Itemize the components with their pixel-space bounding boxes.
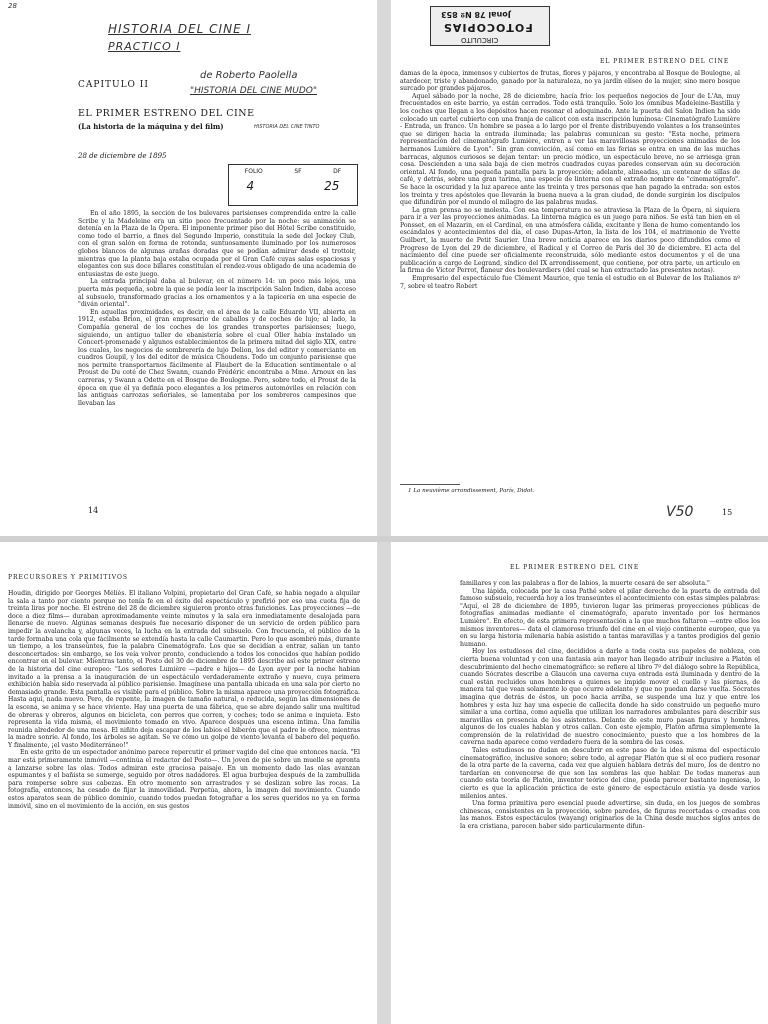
stamp-line-3: CIRCULITO bbox=[461, 36, 499, 44]
folio-value: 4 bbox=[246, 179, 255, 193]
paragraph: La gran prensa no se molesta. Con esa temperatura no se atraviesa la Plaza de la Ópera, ni siquiera para ir a ver las proyecciones animadas. La linterna mágica es un juego para niños. Se está tan bien en el Ponsset, en el Mazarin, en el Cardinal, en una atmósfera cálida, excitante y llena de humo comentando los escándalos y acontecimientos del día, el caso Dupas-Arton, la lista de los 104, el matrimonio de Yvette Guilbert, la muerte de Petit Saurier. Una breve noticia aparece en los diarios poco difundidos como el Progreso de Lyon del 29 de diciembre, el Radical y el Correo de París del 30 de diciembre. El acta del nacimiento del cine puede ser oficialmente reconstruida, sólo mediante estos documentos y el de una publicación a cargo de Legrand, sindico del IX arrondissement, que contiene, por otra parte, un artículo en la firma de Víctor Perrot, flaneur des boulevardiers (del cual se han extractado las presentes notas). bbox=[400, 206, 740, 275]
stamp-line-2: FOTOCOPIAS bbox=[443, 21, 533, 34]
page-15-body bbox=[400, 70, 740, 478]
handwritten-margin-note: HISTORIA DEL CINE TINTO bbox=[254, 124, 320, 130]
chapter-title: EL PRIMER ESTRENO DEL CINE bbox=[78, 108, 255, 119]
paragraph: Tales estudiosos no dudan en descubrir en este paso de la idea misma del espectáculo cinematográfico, inclusive sonoro; sobre todo, al agregar Platón que si el eco pudiera resonar de la otra parte de la caverna, cada vez que alguien hablara detrás del muro, los de dentro no tardarían en convencerse de que son las sombras las que hablar. De todas maneras aun cuando esta teoría de Platón, inventor teórico del cine, pueda parecer bastante ingeniosa, lo cierto es que la aplicación práctica de este género de espectáculo existía ya desde varios milenios antes. bbox=[460, 747, 760, 800]
photocopy-stamp bbox=[430, 6, 550, 46]
page-14 bbox=[0, 0, 384, 540]
page-14-body bbox=[78, 210, 356, 502]
handwritten-course-title: HISTORIA DEL CINE I bbox=[108, 22, 252, 36]
paragraph: Houdin, dirigido por Georges Méliès. El italiano Volpini, propietario del Gran Café, se había negado a alquilar la sala a tanto por ciento porque no tenía fe en el éxito del espectáculo y prefirió por eso una cuota fija de treinta liras por noche. El estreno del 28 de diciembre siguieron pronto otras funciones. Las proyecciones —de doce a diez films— duraban aproximadamente veinte minutos y la sala era inmediatamente desalojada para llenarse de nuevo. Algunas semanas después fue necesario disponer de un servicio de orden público para impedir la avalancha y, algunas veces, la lucha en la entrada del subsuelo. Con frecuencia, el público de la tarde formaba una cola que fácilmente se extendía hasta la calle Caumartin. Pero lo que asombró más, durante un tiempo, a los transeúntes, fue la palabra Cinematógrafo. Los que se decidían a entrar, salían un tanto desconcertados: sin embargo, se los veía volver pronto, conduciendo a todos los conocidos que habían podido encontrar en el bulevar. Mientras tanto, el Posto del 30 de diciembre de 1895 describe así este primer estreno de la historia del cine europeo: "Los señores Lumière —padre e hijos— de Lyon ayer por la noche habían invitado a la prensa a la inauguración de un espectáculo verdaderamente extraño y nuevo, cuya primera exhibición había sido reservada al público parisiense. Imagínese una pantalla ubicada en una sala por cierto no demasiado grande. Esta pantalla es visible para el público. Sobre la misma aparece una proyección fotográfica. Hasta aquí, nada nuevo. Pero, de repente, la imagen de tamaño natural, o reducida, según las dimensiones de la escena, se anima y se hace viviente. Hay una puerta de una fábrica, que se abre dejando salir una multitud de obreras y obreros, algunos en bicicleta, con perros que corren, y coches; todo se anima e inquieta. Esto representa la vida misma, el movimiento tomado en vivo. Aparece después una escena íntima. Una familia reunida alrededor de una mesa. El niñito deja escapar de los labios el biberón que el padre le ofrece, mientras la madre sonríe. Al fondo, los árboles se agitan. Se ve cómo un golpe de viento levanta el babero del pequeño. Y finalmente, ¡el vasto Mediterráneo!" bbox=[8, 590, 360, 749]
page-number: 15 bbox=[722, 508, 733, 517]
footnote: 1 La neuvième arrondissement, París, Didot. bbox=[408, 488, 535, 494]
df-label: DF bbox=[333, 168, 342, 175]
corner-mark: 28 bbox=[8, 2, 17, 10]
paragraph: Empresario del espectáculo fue Clément Maurice, que tenía el estudio en el Bulevar de los Italianos nº 7, sobre el teatro Robert bbox=[400, 275, 740, 290]
folio-label: FOLIO bbox=[244, 168, 263, 175]
page-17 bbox=[384, 540, 768, 1024]
paragraph: Aquel sábado por la noche, 28 de diciembre, hacía frío: los pequeños negocios de Jour de L'An, muy frecuentados en este barrio, ya están cerrados. Todo está tranquilo. Solo los ómnibus Madeleine-Bastilla y los coches que llegan a los depósitos hacen resonar el adoquinado. Ante la puerta del Salon Indien ha sido colocado un cartel cubierto con una franja de calicot con esta inscripción luminosa: Cinematógrafo Lumière - Entrada, un franco. Un hombre se pasea a lo largo por el frente distribuyendo volantes a los transeúntes que se dirigen hacia la entrada iluminada; las palabras comunican su gesto: "Esta noche, primera representación del cinematógrafo Lumière, entren a ver las maravillosas proyecciones animadas de los hermanos Lumière de Lyon". Sin gran convicción, así como en las ferias se entra en una de las muchas barracas, algunos curiosos se dejan tentar: un precio módico, un espectáculo breve, no se arriesga gran cosa. Descienden a una sala baja de cien metros cuadrados cuyas paredes conservan aún su decoración oriental. Al fondo, una pequeña pantalla para la proyección; adelante, alineadas, un centenar de sillas de café, y detrás, sobre una gran tarima, una especie de linterna con el extraño nombre de "cinematógrafo". Se hace la oscuridad y la luz aparece ante las treinta y tres personas que han pagado la entrada: son estos los treinta y tres apóstoles que llevarán la buena nueva a la gran ciudad, de donde surgirán los discípulos que difundirán por el mundo el milagro de las palabras mudas. bbox=[400, 92, 740, 207]
running-head: EL PRIMER ESTRENO DEL CINE bbox=[600, 58, 730, 65]
paragraph: familiares y con las palabras a flor de labios, la muerte cesará de ser absoluta." bbox=[460, 580, 710, 587]
stamp-line-1: Jonal 78 Nº 853 bbox=[441, 10, 511, 19]
page-16-body bbox=[8, 590, 360, 1020]
paragraph: damas de la época, inmensos y cubiertos de frutas, flores y pájaros, y encontraba al Bosque de Boulogne, al atardecer, triste y abandonado, ganado por la naturaleza, no ya jardín elíseo de la mujer, sino mero bosque surcado por grandes pájaros. bbox=[400, 70, 740, 93]
page-17-body bbox=[460, 580, 760, 1020]
sf-label: SF bbox=[294, 168, 302, 175]
handwritten-page-mark: V50 bbox=[666, 504, 694, 520]
footnote-rule bbox=[400, 484, 460, 485]
handwritten-book-title: "HISTORIA DEL CINE MUDO" bbox=[190, 86, 317, 96]
handwritten-author: de Roberto Paolella bbox=[200, 70, 298, 81]
paragraph: En aquellas proximidades, es decir, en el área de la calle Eduardo VII, abierta en 1912, estaba Brion, el gran empresario de caballos y de coches de lujo; al lado, la Compañía general de los coches de los grandes transportes parisienses; luego, siguiendo, un antiguo taller de ebanistería sobre el cual Oller había instalado un Concert-promenade y algunos establecimientos de la primera mitad del siglo XIX, entre los cuales, los negocios de sombrerería de lujo Delion, los del editor y comerciante en cuadros Goupil, y los del editor de música Choudens. Todo un conjunto parisiense que nos permite transportarnos fácilmente al Flaubert de la Education sentimentale o al Proust de Du coté de Chez Swann, cuando Frédéric encontraba a Mme. Arnoux en las carreras, y Swann a Odette en el Bosque de Boulogne. Pero, sobre todo, el Proust de la época en que él ya definía poco elegantes a los primeros automóviles en relación con las antiguas carrozas señoriales, se lamentaba por los sombreros campesinos que llevaban las bbox=[78, 308, 356, 407]
page-16 bbox=[0, 540, 384, 1024]
paragraph: Una forma primitiva pero esencial puede advertirse, sin duda, en los juegos de sombras chinescas, consistentes en la proyección, sobre paredes, de figuras recortadas o creadas con las manos. Estos espectáculos (wayang) originarios de la China desde muchos siglos antes de la era cristiana, parecen haber sido particularmente difun- bbox=[460, 800, 760, 830]
chapter-date: 28 de diciembre de 1895 bbox=[78, 152, 167, 160]
page-number: 14 bbox=[88, 506, 99, 515]
df-value: 25 bbox=[324, 179, 340, 193]
paragraph: La entrada principal daba al bulevar, en el número 14: un poco más lejos, una puerta más pequeña, sobre la que se podía leer la inscripción Salon Indien, daba acceso al subsuelo, transformado gracias a los ornamentos y a la tapicería en una especie de "diván oriental". bbox=[78, 278, 356, 309]
folio-stamp bbox=[228, 164, 358, 206]
running-head: PRECURSORES Y PRIMITIVOS bbox=[8, 574, 128, 581]
chapter-heading: CAPITULO II bbox=[78, 80, 149, 90]
paragraph: En este grito de un espectador anónimo parece repercutir el primer vagido del cine que entonces nacía. "El mar está primeramente inmóvil —continúa el redactor del Posto—. Un joven de pie sobre un muelle se apronta a lanzarse sobre las olas. Todos admiran este graciosa paisaje. En un momento dado las olas avanzan espumantes y el bañista se sumerge, seguido por otros nadadores. El agua burbujea después de la zambullida para romperse sobre sus cabezas. En otro momento son arrastrados y se deslizan sobre las rocas. La fotografía, entonces, ha cesado de fijar la inmovilidad. Perpetúa, ahora, la imagen del movimiento. Cuando estos aparatos sean de público dominio, cuando todos puedan fotografiar a los seres queridos no ya en forma inmóvil, sino en el movimiento de la acción, en sus gestos bbox=[8, 749, 360, 810]
chapter-subtitle: (La historia de la máquina y del film) bbox=[78, 122, 224, 131]
paragraph: Hoy los estudiosos del cine, decididos a darle a toda costa sus papeles de nobleza, con cierta buena voluntad y con una fantasía aún mayor han llegado atribuir inclusive a Platón el descubrimiento del hecho cinematográfico: se refiere al libro 7º del diálogo sobre la República, cuando Sócrates describe a Glaucón una caverna cuya entrada está iluminada y dentro de la cual están recluidos unos hombres a quienes se impide mover el cuello y las piernas, de manera tal que vean solamente lo que ocurre adelante y que no puedan darse vuelta. Sócrates imagina que detrás de éstos, un poco hacia arriba, se suspende una luz y que entre los hombres y esta luz hay una especie de callecita donde ha sido construido un pequeño muro similar a una cortina, como aquella que utilizan los narradores ambulantes para describir sus maravillas en presencia de los asistentes. Delante de este muro pasan figuras y hombres, algunos de los cuales hablan y otros callan. Con este ejemplo, Platón afirma simplemente la comprensión de la relatividad de nuestro conocimiento, puesto que a los hombres de la caverna nada aparece como verdadero fuera de la sombra de las cosas. bbox=[460, 648, 760, 747]
page-15 bbox=[384, 0, 768, 540]
handwritten-practice: PRACTICO I bbox=[108, 40, 181, 53]
paragraph: En el año 1895, la sección de los bulevares parisienses comprendida entre la calle Scribe y la Madeleine era un sitio poco frecuentado por la noche: su animación se detenía en la Plaza de la Ópera. El imponente primer piso del Hôtel Scribe constituido, como todo el barrio, a fines del Segundo Imperio, constituía la sede del Jockey Club, con el gran salón en forma de rotonda, suntuosamente iluminado por los numerosos globos blancos de algunas arañas doradas que se podían admirar desde el trottoir, mientras que la planta baja estaba ocupada por el Gran Café cuyas salas espaciosas y elegantes con sus doce billares constituían el rendez-vous obligado de una academia de entusiastas de este juego. bbox=[78, 210, 356, 278]
paragraph: Una lápida, colocada por la casa Pathé sobre el pilar derecho de la puerta de entrada del famoso subsuelo, recuerda hoy a los transeúntes el acontecimiento con estas simples palabras: "Aquí, el 28 de diciembre de 1895, tuvieron lugar las primeras proyecciones públicas de fotografías animadas mediante el cinematógrafo, aparato inventado por los hermanos Lumière". En efecto, de esta primera representación a la que muchos faltaron —entre ellos los mismos inventores— data el clamoroso triunfo del cine en el viejo continente europeo, que ya en su larga historia milenaria había asistido a tantas maravillas y a tantos prodigios del genio humano. bbox=[460, 587, 760, 648]
running-head: EL PRIMER ESTRENO DEL CINE bbox=[510, 564, 640, 571]
